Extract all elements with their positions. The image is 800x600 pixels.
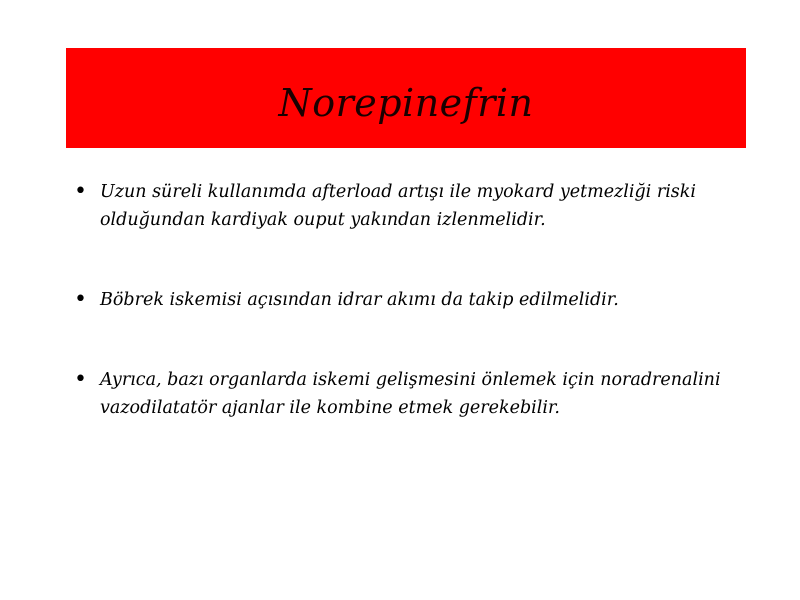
bullet-text: Uzun süreli kullanımda afterload artışı ile myokard yetmezliği riski olduğundan kardiyak ouput yakından izlenmelidir. (100, 182, 696, 230)
bullet-icon: • (74, 367, 87, 392)
slide-title: Norepinefrin (278, 81, 534, 125)
bullet-text: Ayrıca, bazı organlarda iskemi gelişmesini önlemek için noradrenalini vazodilatatör ajanlar ile kombine etmek gerekebilir. (100, 370, 721, 418)
bullet-icon: • (74, 179, 87, 204)
bullet-item-2 (74, 286, 754, 314)
bullet-item-1 (74, 178, 754, 234)
title-banner (66, 48, 746, 148)
bullet-list (74, 178, 754, 474)
bullet-text: Böbrek iskemisi açısından idrar akımı da takip edilmelidir. (100, 290, 619, 310)
bullet-item-3 (74, 366, 754, 422)
bullet-icon: • (74, 287, 87, 312)
